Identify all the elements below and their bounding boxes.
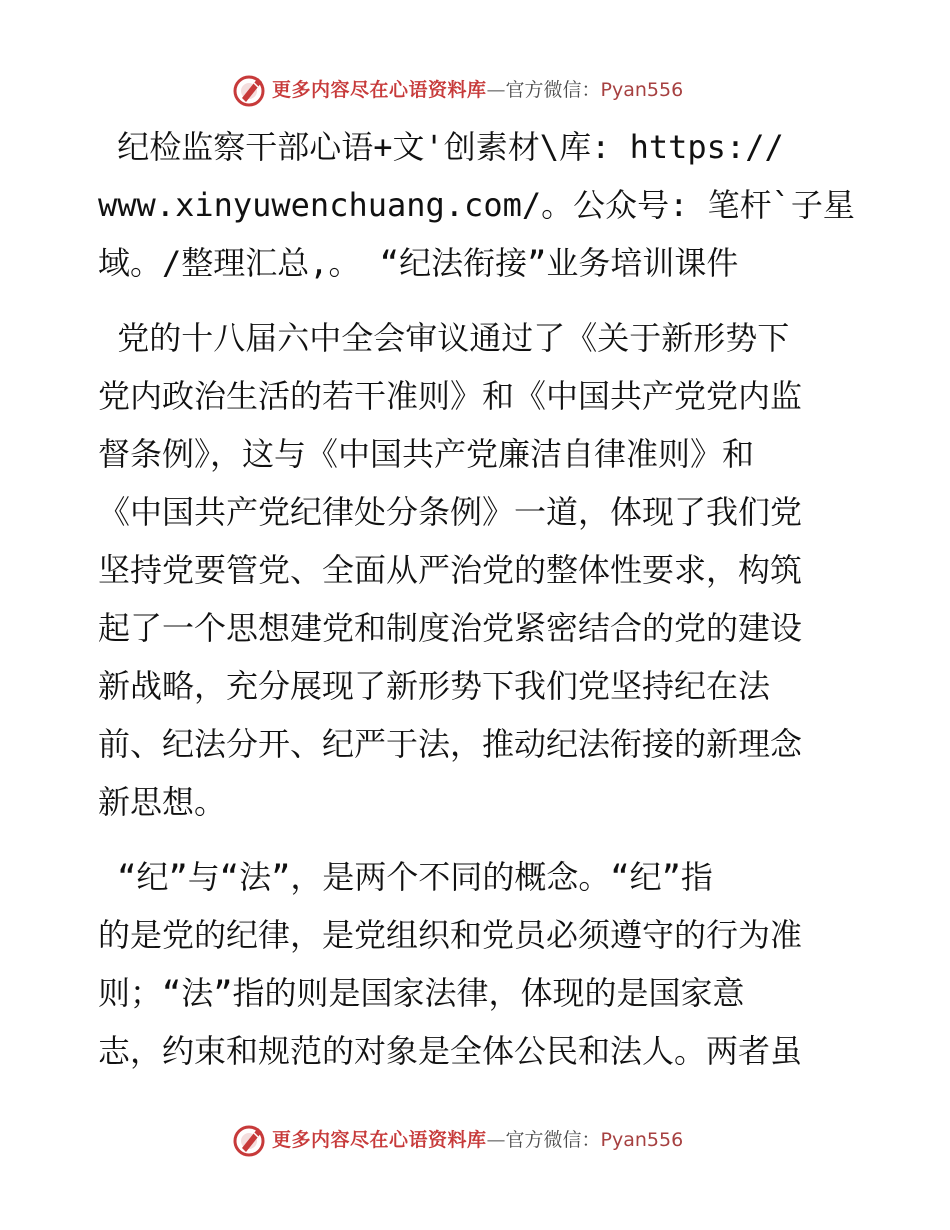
text-line: 党内政治生活的若干准则》和《中国共产党党内监 bbox=[98, 377, 803, 415]
text-line: 志，约束和规范的对象是全体公民和法人。两者虽 bbox=[98, 1032, 803, 1070]
text-line: 坚持党要管党、全面从严治党的整体性要求，构筑 bbox=[98, 551, 803, 589]
text-line: 的是党的纪律，是党组织和党员必须遵守的行为准 bbox=[98, 916, 803, 954]
text-line: 《中国共产党纪律处分条例》一道，体现了我们党 bbox=[98, 493, 803, 531]
text-line: 域。/整理汇总,。 “纪法衔接”业务培训课件 bbox=[98, 244, 739, 282]
watermark-wechat-label: 官方微信： bbox=[505, 1129, 601, 1151]
watermark-wechat-label: 官方微信： bbox=[505, 79, 601, 101]
watermark-dash: — bbox=[486, 79, 506, 101]
watermark-slogan: 更多内容尽在心语资料库 bbox=[272, 79, 487, 101]
watermark-text bbox=[272, 1127, 683, 1153]
watermark-text bbox=[272, 77, 683, 103]
pen-nib-logo-icon bbox=[232, 72, 268, 108]
watermark-slogan: 更多内容尽在心语资料库 bbox=[272, 1129, 487, 1151]
text-line: 新思想。 bbox=[98, 783, 227, 821]
text-line: 党的十八届六中全会审议通过了《关于新形势下 bbox=[98, 319, 790, 357]
watermark-wechat-id: Pyan556 bbox=[600, 1129, 684, 1151]
text-line: www.xinyuwenchuang.com/。公众号: 笔杆`子星 bbox=[98, 186, 855, 224]
header-watermark-banner bbox=[0, 70, 950, 112]
text-line: 前、纪法分开、纪严于法，推动纪法衔接的新理念 bbox=[98, 725, 803, 763]
text-line: 新战略，充分展现了新形势下我们党坚持纪在法 bbox=[98, 667, 771, 705]
pen-nib-logo-icon bbox=[232, 1122, 268, 1158]
footer-watermark-banner bbox=[0, 1120, 950, 1162]
text-line: 纪检监察干部心语+文'创素材\库: https:// bbox=[98, 128, 784, 166]
text-line: “纪”与“法”，是两个不同的概念。“纪”指 bbox=[98, 858, 713, 896]
text-line: 则；“法”指的则是国家法律，体现的是国家意 bbox=[98, 974, 745, 1012]
watermark-dash: — bbox=[486, 1129, 506, 1151]
watermark-wechat-id: Pyan556 bbox=[600, 79, 684, 101]
text-line: 起了一个思想建党和制度治党紧密结合的党的建设 bbox=[98, 609, 803, 647]
text-line: 督条例》，这与《中国共产党廉洁自律准则》和 bbox=[98, 435, 755, 473]
